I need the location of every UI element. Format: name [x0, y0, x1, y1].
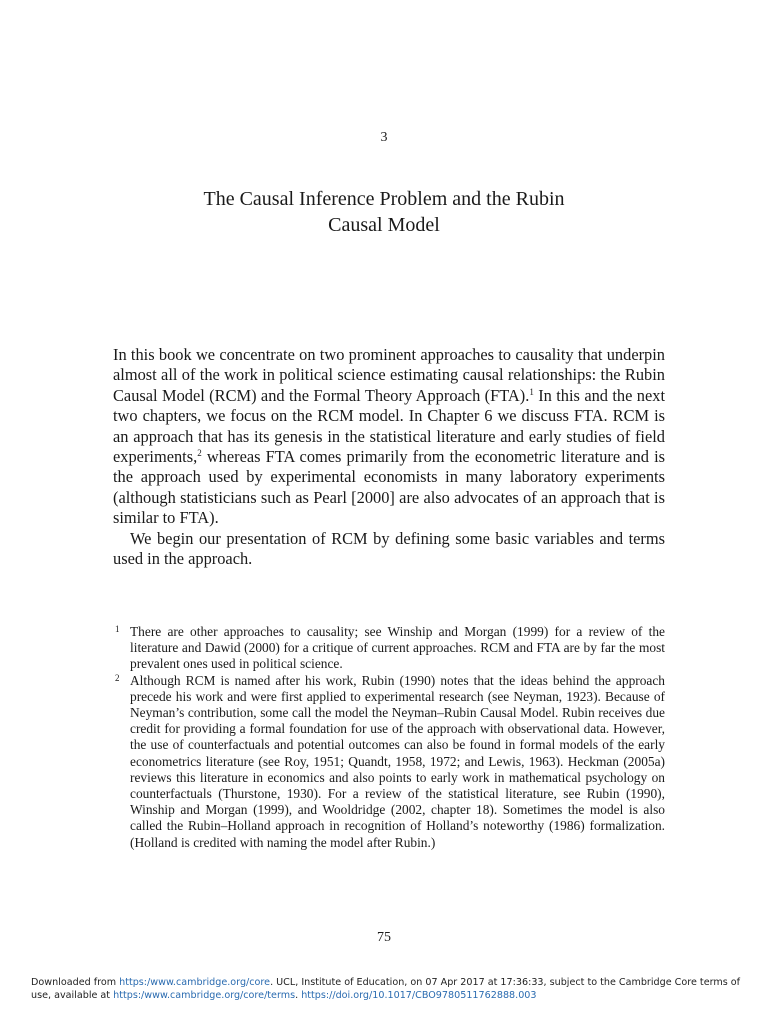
paragraph-2: We begin our presentation of RCM by defining some basic variables and terms used in the approach. [113, 528, 665, 569]
paragraph-1-part-1: In this book we concentrate on two prominent approaches to causality that underpin almost all of the work in political science estimating causal relationships: the Rubin Causal Model (RCM) and the Formal Theory Approach (FTA). [113, 345, 665, 405]
footnote-marker: 1 [115, 624, 120, 634]
download-notice [31, 976, 751, 1002]
footnotes [113, 624, 665, 851]
paragraph-1-part-2: In this and the next two chapters, we focus on the RCM model. In Chapter 6 we discuss FTA. RCM is an approach that has its genesis in the statistical literature and early studies of field experiments, [113, 385, 666, 467]
footnote-1 [113, 624, 665, 673]
terms-link[interactable]: https:/www.cambridge.org/core/terms [113, 990, 296, 1001]
download-notice-text-1: Downloaded from [31, 977, 120, 988]
footnote-text: Although RCM is named after his work, Rubin (1990) notes that the ideas behind the approach precede his work and were first applied to experimental research (see Neyman, 1923). Because of Neyman’s contribution, some call the model the Neyman–Rubin Causal Model. Rubin receives due credit for providing a formal foundation for use of the approach with observational data. However, the use of counterfactuals and potential outcomes can also be found in formal models of the early econometrics literature (see Roy, 1951; Quandt, 1958, 1972; and Lewis, 1963). Heckman (2005a) reviews this literature in economics and also points to early work in mathematical psychology on counterfactuals (Thurstone, 1930). For a review of the statistical literature, see Rubin (1990), Winship and Morgan (1999), and Wooldridge (2002, chapter 18). Sometimes the model is also called the Rubin–Holland approach in recognition of Holland’s noteworthy (1986) formalization. (Holland is credited with naming the model after Rubin.) [130, 672, 665, 850]
footnote-text: There are other approaches to causality; see Winship and Morgan (1999) for a review of the literature and Dawid (2000) for a critique of current approaches. RCM and FTA are by far the most prevalent ones used in political science. [130, 624, 665, 672]
footnote-ref-1[interactable]: 1 [529, 386, 534, 397]
chapter-title-line-2: Causal Model [328, 214, 440, 236]
paragraph-1-part-3: whereas FTA comes primarily from the econometric literature and is the approach used by experimental economists in many laboratory experiments (although statisticians such as Pearl [2000] are also advocates of an approach that is similar to FTA). [113, 447, 665, 528]
paragraph-1 [113, 345, 665, 529]
page-number: 75 [377, 930, 391, 945]
cambridge-core-link[interactable]: https:/www.cambridge.org/core [119, 977, 271, 988]
chapter-title-line-1: The Causal Inference Problem and the Rubin [203, 188, 565, 210]
footnote-2 [113, 673, 665, 851]
download-notice-text-3: . [295, 990, 302, 1001]
chapter-number: 3 [380, 130, 388, 145]
footnote-marker: 2 [115, 672, 120, 683]
body-text [113, 345, 665, 569]
footnote-ref-2[interactable]: 2 [197, 448, 202, 459]
chapter-title [0, 186, 768, 238]
doi-link[interactable]: https://doi.org/10.1017/CBO9780511762888.003 [301, 990, 537, 1001]
download-notice-text-2: . UCL, Institute of Education, on 07 Apr 2017 at 17:36:33, subject to the Cambridge Core terms of use, available at [31, 977, 741, 1001]
